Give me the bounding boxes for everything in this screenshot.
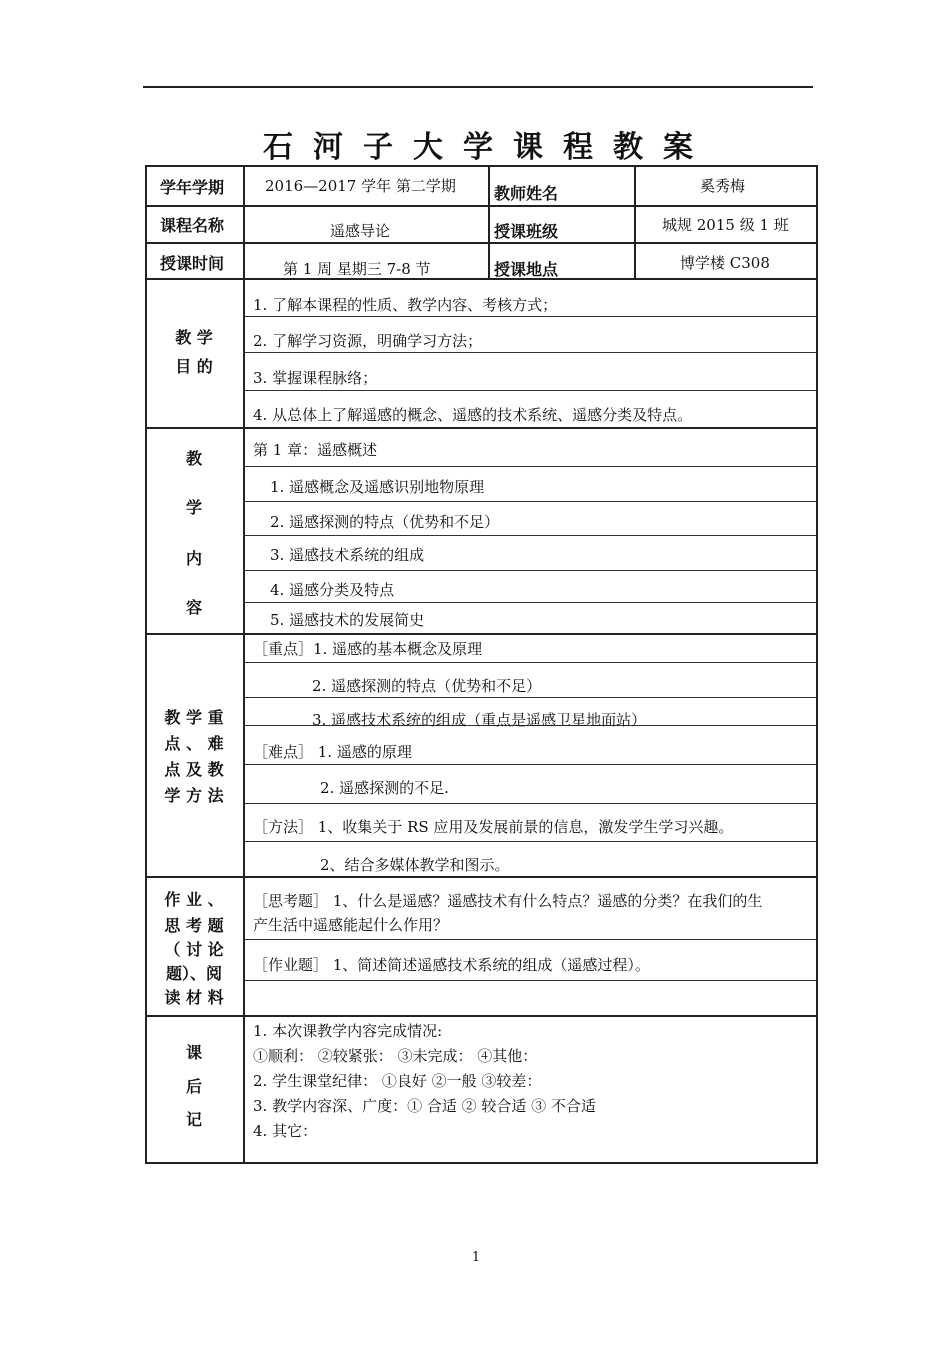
row-divider — [243, 466, 817, 467]
content-label-char: 容 — [185, 598, 202, 617]
homework-label-line: 作 业 、 — [164, 890, 224, 909]
row-divider — [243, 697, 817, 698]
key-point-line: 2. 遥感探测的特点（优势和不足） — [312, 677, 542, 695]
course-label: 课程名称 — [160, 216, 225, 235]
row-divider — [243, 803, 817, 804]
notes-label-char: 记 — [185, 1110, 202, 1129]
course-value: 遥感导论 — [330, 222, 391, 240]
content-item: 1. 遥感概念及遥感识别地物原理 — [270, 478, 485, 496]
header-rule — [143, 86, 813, 88]
key-point-line: ［难点］ 1. 遥感的原理 — [253, 743, 412, 761]
objectives-label-line2: 目 的 — [175, 357, 213, 376]
row-divider — [243, 662, 817, 663]
notes-label-char: 课 — [185, 1043, 202, 1062]
page-title: 石河子大学课程教案 — [263, 130, 713, 165]
table-border-bottom — [145, 1162, 817, 1164]
objective-item: 2. 了解学习资源，明确学习方法； — [253, 332, 483, 350]
key-points-label-line: 点 、 难 — [164, 734, 224, 753]
homework-label-line: 题）、阅 — [165, 964, 222, 983]
row-divider — [145, 205, 817, 207]
row-divider — [243, 841, 817, 842]
semester-value: 2016—2017 学年 第二学期 — [265, 177, 456, 195]
notes-label-char: 后 — [185, 1077, 202, 1096]
content-label-char: 内 — [185, 549, 202, 568]
teacher-value: 奚秀梅 — [700, 177, 746, 195]
objective-item: 4. 从总体上了解遥感的概念、遥感的技术系统、遥感分类及特点。 — [253, 406, 693, 424]
row-divider — [243, 980, 817, 981]
row-divider — [243, 939, 817, 940]
semester-label: 学年学期 — [160, 178, 225, 197]
key-points-label-line: 学 方 法 — [164, 786, 224, 805]
notes-line: 2. 学生课堂纪律： ①良好 ②一般 ③较差： — [253, 1072, 542, 1090]
time-label: 授课时间 — [160, 254, 225, 273]
homework-label-line: 读 材 料 — [164, 988, 224, 1007]
content-item: 2. 遥感探测的特点（优势和不足） — [270, 513, 500, 531]
key-point-line: 2、结合多媒体教学和图示。 — [320, 856, 510, 874]
row-divider — [145, 278, 817, 280]
section-divider — [145, 876, 817, 878]
teacher-label: 教师姓名 — [494, 184, 559, 203]
row-divider — [243, 316, 817, 317]
row-divider — [145, 242, 817, 244]
row-divider — [243, 764, 817, 765]
notes-line: 4. 其它： — [253, 1122, 318, 1140]
row-divider — [243, 570, 817, 571]
row-divider — [243, 501, 817, 502]
table-border-top — [145, 165, 817, 167]
notes-line: 1. 本次课教学内容完成情况: — [253, 1022, 443, 1040]
key-points-label-line: 点 及 教 — [164, 760, 224, 779]
content-label-char: 学 — [185, 498, 202, 517]
class-label: 授课班级 — [494, 222, 559, 241]
row-divider — [243, 390, 817, 391]
section-divider — [145, 427, 817, 429]
objectives-label-line1: 教 学 — [175, 328, 213, 347]
key-point-line: 3. 遥感技术系统的组成（重点是遥感卫星地面站） — [312, 711, 647, 729]
row-divider — [243, 602, 817, 603]
row-divider — [243, 535, 817, 536]
thinking-question-line: ［思考题］ 1、什么是遥感？遥感技术有什么特点？遥感的分类？在我们的生 — [253, 892, 763, 910]
content-label-char: 教 — [185, 449, 202, 468]
header-column-divider — [488, 165, 490, 279]
row-divider — [243, 352, 817, 353]
content-item: 5. 遥感技术的发展简史 — [270, 611, 425, 629]
assignment-line: ［作业题］ 1、简述简述遥感技术系统的组成（遥感过程）。 — [253, 956, 650, 974]
objective-item: 3. 掌握课程脉络； — [253, 369, 378, 387]
homework-label-line: （ 讨 论 — [164, 940, 224, 959]
time-value: 第 1 周 星期三 7-8 节 — [283, 260, 431, 278]
notes-line: 3. 教学内容深、广度：① 合适 ② 较合适 ③ 不合适 — [253, 1097, 596, 1115]
key-point-line: 2. 遥感探测的不足. — [320, 779, 449, 797]
section-divider — [145, 1015, 817, 1017]
class-value: 城规 2015 级 1 班 — [662, 216, 789, 234]
section-divider — [145, 633, 817, 635]
objective-item: 1. 了解本课程的性质、教学内容、考核方式； — [253, 296, 558, 314]
key-point-line: ［方法］ 1、收集关于 RS 应用及发展前景的信息，激发学生学习兴趣。 — [253, 818, 734, 836]
place-label: 授课地点 — [494, 260, 559, 279]
key-point-line: ［重点］1. 遥感的基本概念及原理 — [253, 640, 483, 658]
homework-label-line: 思 考 题 — [164, 916, 224, 935]
notes-line: ①顺利： ②较紧张： ③未完成： ④其他： — [253, 1047, 538, 1065]
header-column-divider — [634, 165, 636, 279]
place-value: 博学楼 C308 — [680, 254, 770, 272]
chapter-title: 第 1 章：遥感概述 — [253, 441, 378, 459]
page-number: 1 — [471, 1250, 481, 1265]
content-item: 3. 遥感技术系统的组成 — [270, 546, 425, 564]
content-item: 4. 遥感分类及特点 — [270, 581, 395, 599]
thinking-question-line: 产生活中遥感能起什么作用？ — [253, 916, 449, 934]
key-points-label-line: 教 学 重 — [164, 708, 224, 727]
